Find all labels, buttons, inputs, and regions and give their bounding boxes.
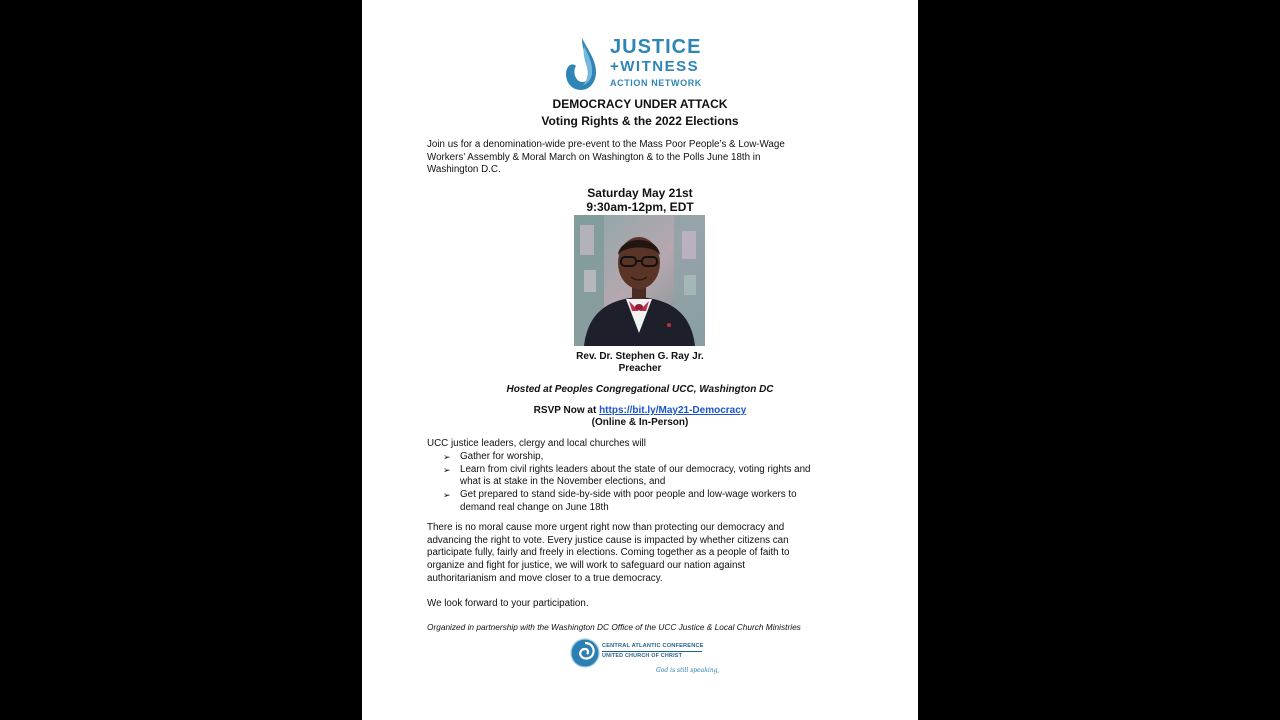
speaker-role: Preacher [618,363,662,374]
host-location: Hosted at Peoples Congregational UCC, Washington DC [506,384,774,395]
list-item [443,464,863,489]
body-line: There is no moral cause more urgent right now than protecting our democracy and [427,522,785,533]
list-item-line: Gather for worship, [460,451,544,462]
event-date: Saturday May 21st [587,186,693,200]
list-item-line: what is at stake in the November elections, and [460,476,666,488]
arrow-bullet-icon: ➢ [443,464,451,475]
rsvp-link[interactable]: https://bit.ly/May21-Democracy [599,405,747,416]
church-name: UNITED CHURCH OF CHRIST [602,653,683,659]
list-item-line: Learn from civil rights leaders about the state of our democracy, voting rights and [460,463,811,475]
logo-divider [602,651,702,652]
flyer-page [362,0,918,720]
speaker-photo [574,215,705,346]
swirl-icon [570,638,600,668]
central-atlantic-conference-logo [570,638,720,680]
logo-line3: ACTION NETWORK [610,78,702,88]
intro-line: Join us for a denomination-wide pre-event to the Mass Poor People’s & Low-Wage [427,139,785,150]
speaker-name: Rev. Dr. Stephen G. Ray Jr. [576,351,704,362]
conference-name: CENTRAL ATLANTIC CONFERENCE [602,643,704,649]
event-time: 9:30am-12pm, EDT [586,200,694,214]
body-paragraph [427,522,857,586]
agenda-list [443,451,863,515]
body-line: participate fully, fairly and freely in elections. Coming together as a people of faith to [427,547,790,559]
rsvp-label: RSVP Now at [533,405,600,416]
list-item [443,451,863,464]
rsvp-line [362,405,918,416]
page-title: DEMOCRACY UNDER ATTACK [552,97,728,111]
closing-line: We look forward to your participation. [427,598,589,609]
intro-paragraph [427,139,857,177]
arrow-bullet-icon: ➢ [443,490,451,501]
tagline: God is still speaking, [656,667,720,674]
body-line: authoritarianism and move closer to a true democracy. [427,572,663,584]
logo-line1: JUSTICE [610,36,702,58]
attendance-mode: (Online & In-Person) [591,417,689,428]
list-item [443,489,863,514]
logo-line2: +WITNESS [610,58,700,75]
water-drop-icon [562,36,602,92]
body-line: organize and fight for justice, we will work to safeguard our nation against [427,560,746,572]
agenda-lead: UCC justice leaders, clergy and local churches will [427,438,646,449]
page-subtitle: Voting Rights & the 2022 Elections [541,114,739,128]
partnership-note: Organized in partnership with the Washington DC Office of the UCC Justice & Local Church Ministries [427,622,801,632]
list-item-line: Get prepared to stand side-by-side with poor people and low-wage workers to [460,489,797,501]
speaker-portrait-image [574,215,705,346]
list-item-line: demand real change on June 18th [460,501,609,513]
intro-line: Workers’ Assembly & Moral March on Washington & to the Polls June 18th in [427,151,761,163]
arrow-bullet-icon: ➢ [443,452,451,462]
body-line: advancing the right to vote. Every justice cause is impacted by whether citizens can [427,534,789,546]
intro-line: Washington D.C. [427,164,501,176]
justice-witness-logo [562,36,722,92]
